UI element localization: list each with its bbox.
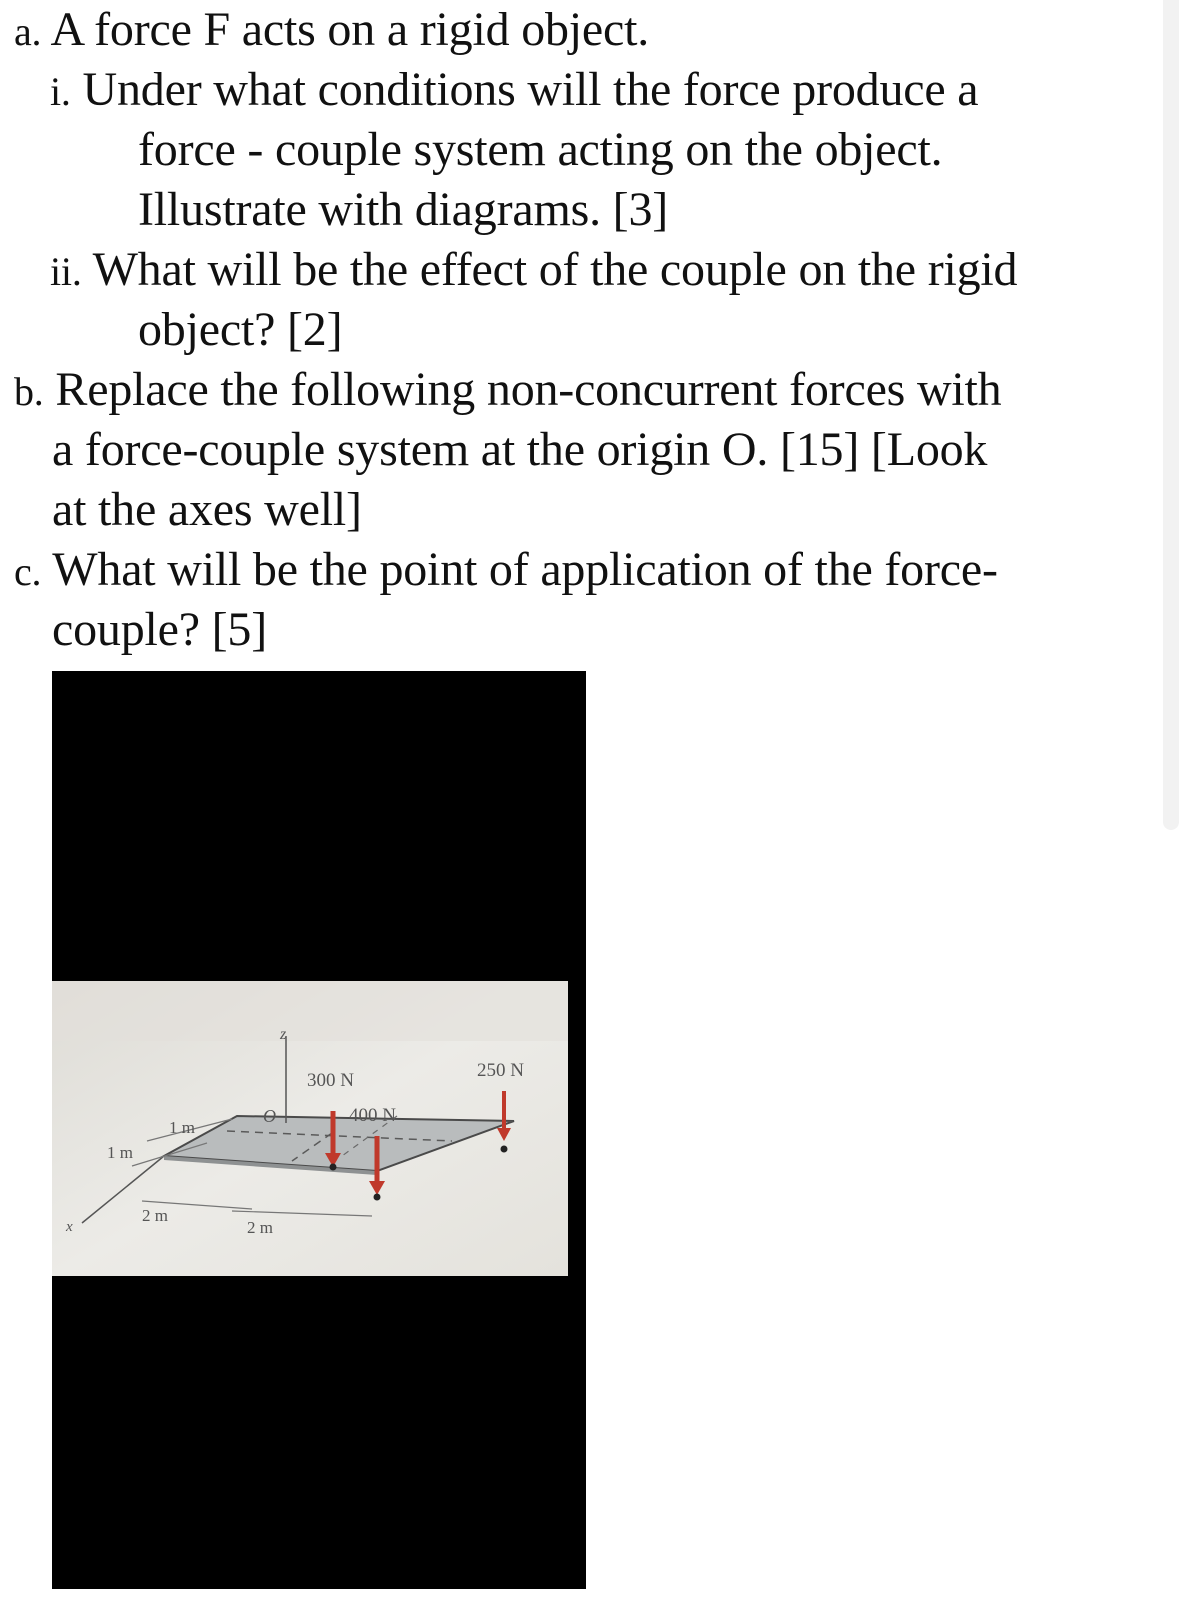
question-a-i-line2: force - couple system acting on the object.: [138, 123, 943, 176]
dimension-label-2m-left: 2 m: [142, 1206, 168, 1225]
question-a-i-text: Under what conditions will the force produce a: [82, 63, 979, 116]
x-axis-label: x: [66, 1219, 73, 1235]
force-label-300n: 300 N: [307, 1070, 354, 1091]
question-c-marker: c.: [14, 549, 42, 594]
z-axis-label: z: [280, 1026, 287, 1043]
question-a-text: A force F acts on a rigid object.: [50, 3, 650, 56]
question-a: [14, 0, 649, 62]
question-b-line1: [14, 360, 1002, 422]
question-c-line1: [14, 540, 998, 602]
question-b-line3: at the axes well]: [52, 483, 362, 536]
question-a-ii-line1: [50, 240, 1017, 302]
question-a-ii-text: What will be the effect of the couple on the rigid: [92, 243, 1018, 296]
question-a-i-line3: Illustrate with diagrams. [3]: [138, 183, 669, 236]
question-b-line2: a force-couple system at the origin O. [15] [Look: [52, 423, 988, 476]
figure-panel: [52, 671, 586, 1589]
question-a-i-marker: i.: [50, 69, 71, 114]
vertical-scrollbar[interactable]: [1163, 0, 1179, 830]
question-a-ii-line2: object? [2]: [138, 303, 343, 356]
question-b-text: Replace the following non-concurrent forces with: [55, 363, 1002, 416]
dimension-label-1m-upper: 1 m: [169, 1118, 195, 1137]
question-a-marker: a.: [14, 9, 42, 54]
question-a-ii-marker: ii.: [50, 249, 82, 294]
faint-text-band: [52, 981, 568, 1041]
question-c-line2: couple? [5]: [52, 603, 268, 656]
force-diagram-photo: [52, 981, 568, 1276]
question-b-marker: b.: [14, 369, 44, 414]
force-label-400n: 400 N: [349, 1105, 396, 1126]
question-c-text: What will be the point of application of the force-: [52, 543, 998, 596]
force-label-250n: 250 N: [477, 1060, 524, 1081]
dimension-label-2m-right: 2 m: [247, 1218, 273, 1237]
force-diagram: [52, 981, 568, 1276]
question-a-i-line1: [50, 60, 978, 122]
origin-label: O: [263, 1106, 276, 1126]
dimension-label-1m-lower: 1 m: [107, 1143, 133, 1162]
